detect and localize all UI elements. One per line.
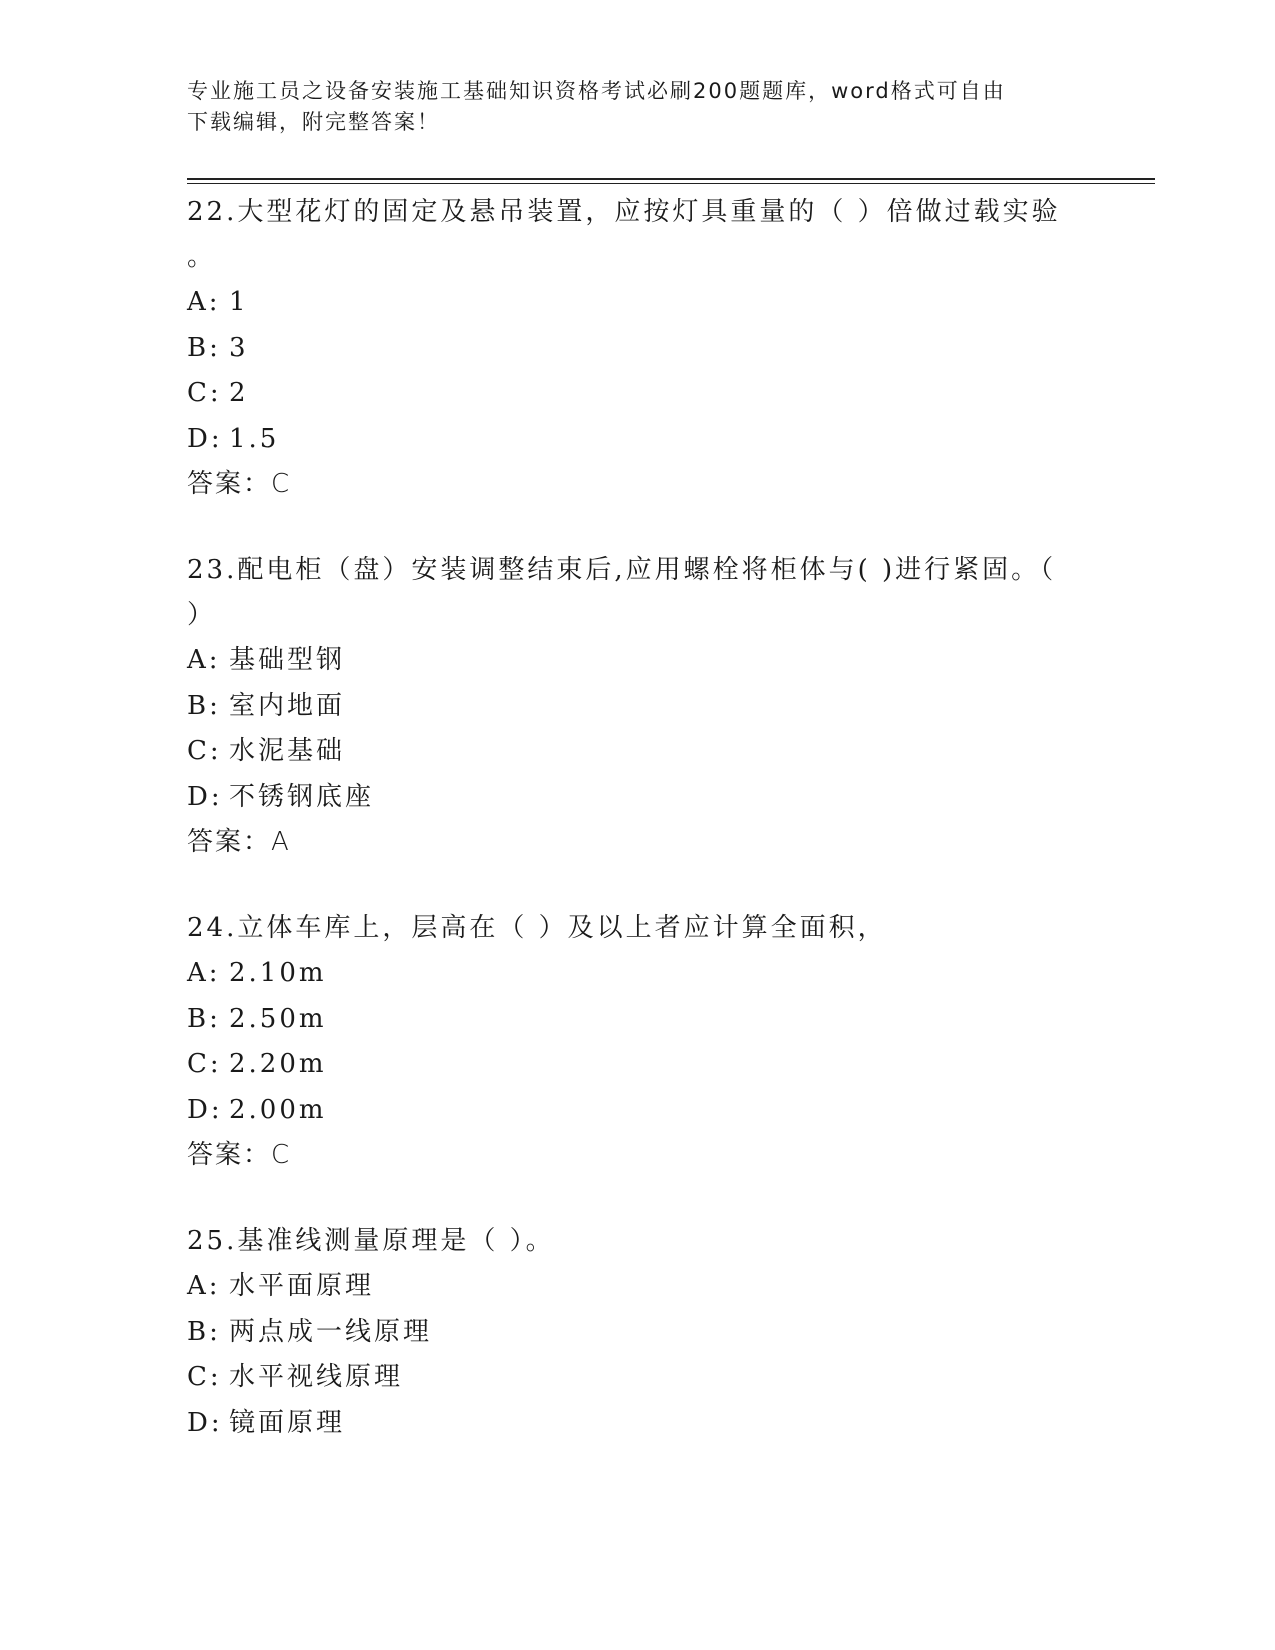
answer-option [187,1264,1087,1310]
option-letter: A: [187,645,221,675]
option-text: 1.5 [229,423,280,454]
option-text: 镜面原理 [229,1407,346,1438]
header-line-2: 下载编辑，附完整答案！ [187,110,440,134]
answer-option [187,1310,1087,1356]
answer-option [187,1042,1087,1088]
question-stem: 。 [187,242,217,272]
option-letter: B: [187,1316,221,1347]
option-text: 2.00m [229,1094,327,1125]
question-block [187,190,1087,506]
answer-option [187,417,1087,463]
option-text: 基础型钢 [229,645,346,675]
option-text: 2 [229,378,249,408]
option-letter: D: [187,781,223,812]
option-text: 水泥基础 [229,736,346,766]
option-text: 水平面原理 [229,1271,375,1301]
question-stem: 22.大型花灯的固定及悬吊装置，应按灯具重量的（ ）倍做过载实验 [187,197,1061,227]
document-header [187,76,1087,138]
answer-key: 答案：A [187,827,291,857]
question-spacer [187,506,1087,548]
option-letter: D: [187,1407,223,1438]
option-letter: B: [187,1003,221,1034]
question-stem: 24.立体车库上，层高在（ ）及以上者应计算全面积， [187,913,887,943]
option-letter: D: [187,423,223,454]
option-text: 水平视线原理 [229,1362,404,1392]
answer-option [187,326,1087,372]
option-text: 2.20m [229,1049,327,1079]
answer-option [187,1401,1087,1447]
question-spacer [187,1177,1087,1219]
option-text: 3 [229,332,249,363]
option-letter: C: [187,1362,222,1392]
option-letter: C: [187,378,222,408]
header-line-1: 专业施工员之设备安装施工基础知识资格考试必刷200题题库，word格式可自由 [187,79,1006,103]
header-divider-thick [187,178,1155,180]
question-block [187,1219,1087,1446]
answer-key: 答案：C [187,1140,292,1170]
option-letter: A: [187,1271,221,1301]
option-text: 1 [229,287,249,317]
option-letter: A: [187,287,221,317]
question-block [187,548,1087,864]
question-block [187,906,1087,1177]
answer-option [187,280,1087,326]
option-letter: A: [187,958,221,988]
answer-option [187,997,1087,1043]
option-text: 室内地面 [229,690,346,721]
option-letter: B: [187,690,221,721]
answer-key: 答案：C [187,469,292,499]
question-stem: 25.基准线测量原理是（ ）。 [187,1226,555,1256]
option-text: 两点成一线原理 [229,1316,433,1347]
answer-option [187,638,1087,684]
option-letter: C: [187,1049,222,1079]
answer-option [187,951,1087,997]
question-stem: ） [187,600,217,630]
option-text: 2.50m [229,1003,327,1034]
option-letter: C: [187,736,222,766]
option-text: 不锈钢底座 [229,781,375,812]
answer-option [187,729,1087,775]
option-letter: B: [187,332,221,363]
answer-option [187,1355,1087,1401]
question-list [187,190,1087,1446]
option-letter: D: [187,1094,223,1125]
header-divider-thin [187,183,1155,184]
answer-option [187,1088,1087,1134]
answer-option [187,371,1087,417]
answer-option [187,775,1087,821]
option-text: 2.10m [229,958,327,988]
question-spacer [187,864,1087,906]
answer-option [187,684,1087,730]
question-stem: 23.配电柜（盘）安装调整结束后,应用螺栓将柜体与( )进行紧固。（ [187,555,1057,585]
